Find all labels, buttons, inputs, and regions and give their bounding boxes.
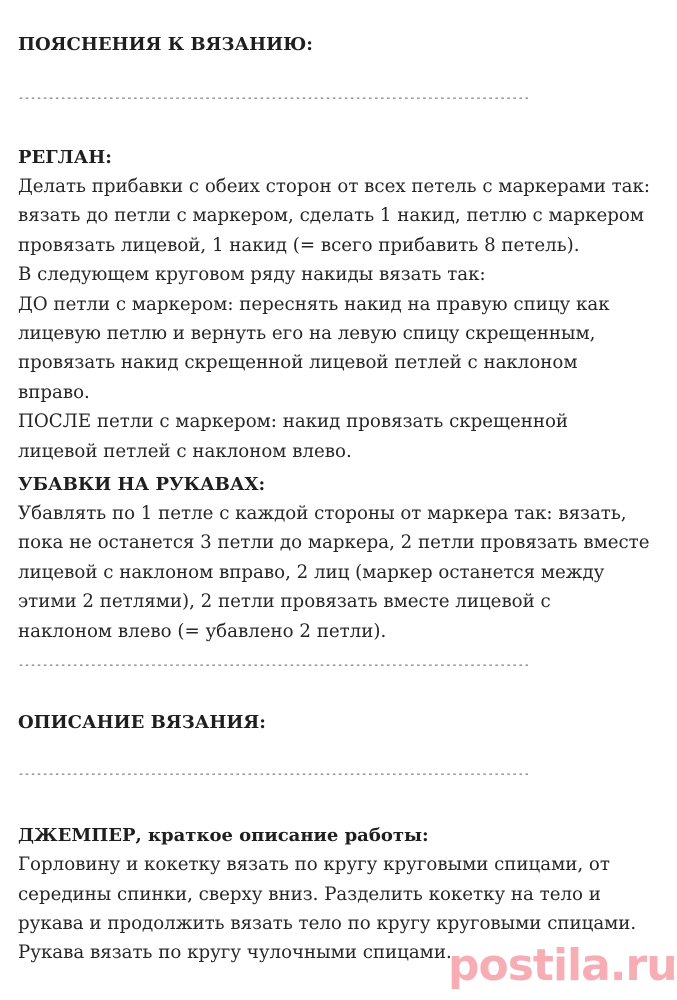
raglan-line: лицевой петлей с наклоном влево. <box>18 440 352 462</box>
raglan-line: В следующем круговом ряду накиды вязать так: <box>18 264 486 286</box>
raglan-line: лицевую петлю и вернуть его на левую спицу скрещенным, <box>18 323 596 345</box>
sleeve-decreases-text <box>18 499 650 646</box>
jumper-line: Рукава вязать по кругу чулочными спицами. <box>18 942 452 964</box>
jumper-heading: ДЖЕМПЕР, краткое описание работы: <box>18 825 429 847</box>
watermark-logo: postila.ru <box>448 940 677 991</box>
sleeve-line: пока не останется 3 петли до маркера, 2 петли провязать вместе <box>18 532 650 554</box>
raglan-line: Делать прибавки с обеих сторон от всех петель с маркерами так: <box>18 176 650 197</box>
description-heading: ОПИСАНИЕ ВЯЗАНИЯ: <box>18 712 266 734</box>
divider-2: ------------------------------------------------------------------------------------- <box>18 660 530 672</box>
sleeve-line: этими 2 петлями), 2 петли провязать вместе лицевой с <box>18 591 551 613</box>
sleeve-line: Убавлять по 1 петле с каждой стороны от маркера так: вязать, <box>18 503 627 525</box>
jumper-text <box>18 850 650 968</box>
sleeve-decreases-heading: УБАВКИ НА РУКАВАХ: <box>18 474 266 496</box>
sleeve-line: лицевой с наклоном вправо, 2 лиц (маркер останется между <box>18 561 605 583</box>
divider-1: ------------------------------------------------------------------------------------- <box>18 93 530 104</box>
jumper-line: середины спинки, сверху вниз. Разделить кокетку на тело и <box>18 883 601 905</box>
raglan-line: провязать накид скрещенной лицевой петлей с наклоном <box>18 352 578 374</box>
raglan-line: вязать до петли с маркером, сделать 1 накид, петлю с маркером <box>18 205 645 227</box>
divider-3: ------------------------------------------------------------------------------------- <box>18 769 530 781</box>
raglan-heading: РЕГЛАН: <box>18 147 112 168</box>
raglan-line: ПОСЛЕ петли с маркером: накид провязать скрещенной <box>18 411 569 433</box>
raglan-line: ДО петли с маркером: переснять накид на правую спицу как <box>18 293 610 315</box>
raglan-line: провязать лицевой, 1 накид (= всего прибавить 8 петель). <box>18 234 580 256</box>
raglan-text <box>18 172 650 466</box>
jumper-line: рукава и продолжить вязать тело по кругу круговыми спицами. <box>18 912 637 934</box>
raglan-line: вправо. <box>18 381 90 403</box>
document-page <box>18 28 650 968</box>
notes-heading: ПОЯСНЕНИЯ К ВЯЗАНИЮ: <box>18 34 313 55</box>
sleeve-line: наклоном влево (= убавлено 2 петли). <box>18 620 387 642</box>
jumper-line: Горловину и кокетку вязать по кругу круговыми спицами, от <box>18 854 610 876</box>
